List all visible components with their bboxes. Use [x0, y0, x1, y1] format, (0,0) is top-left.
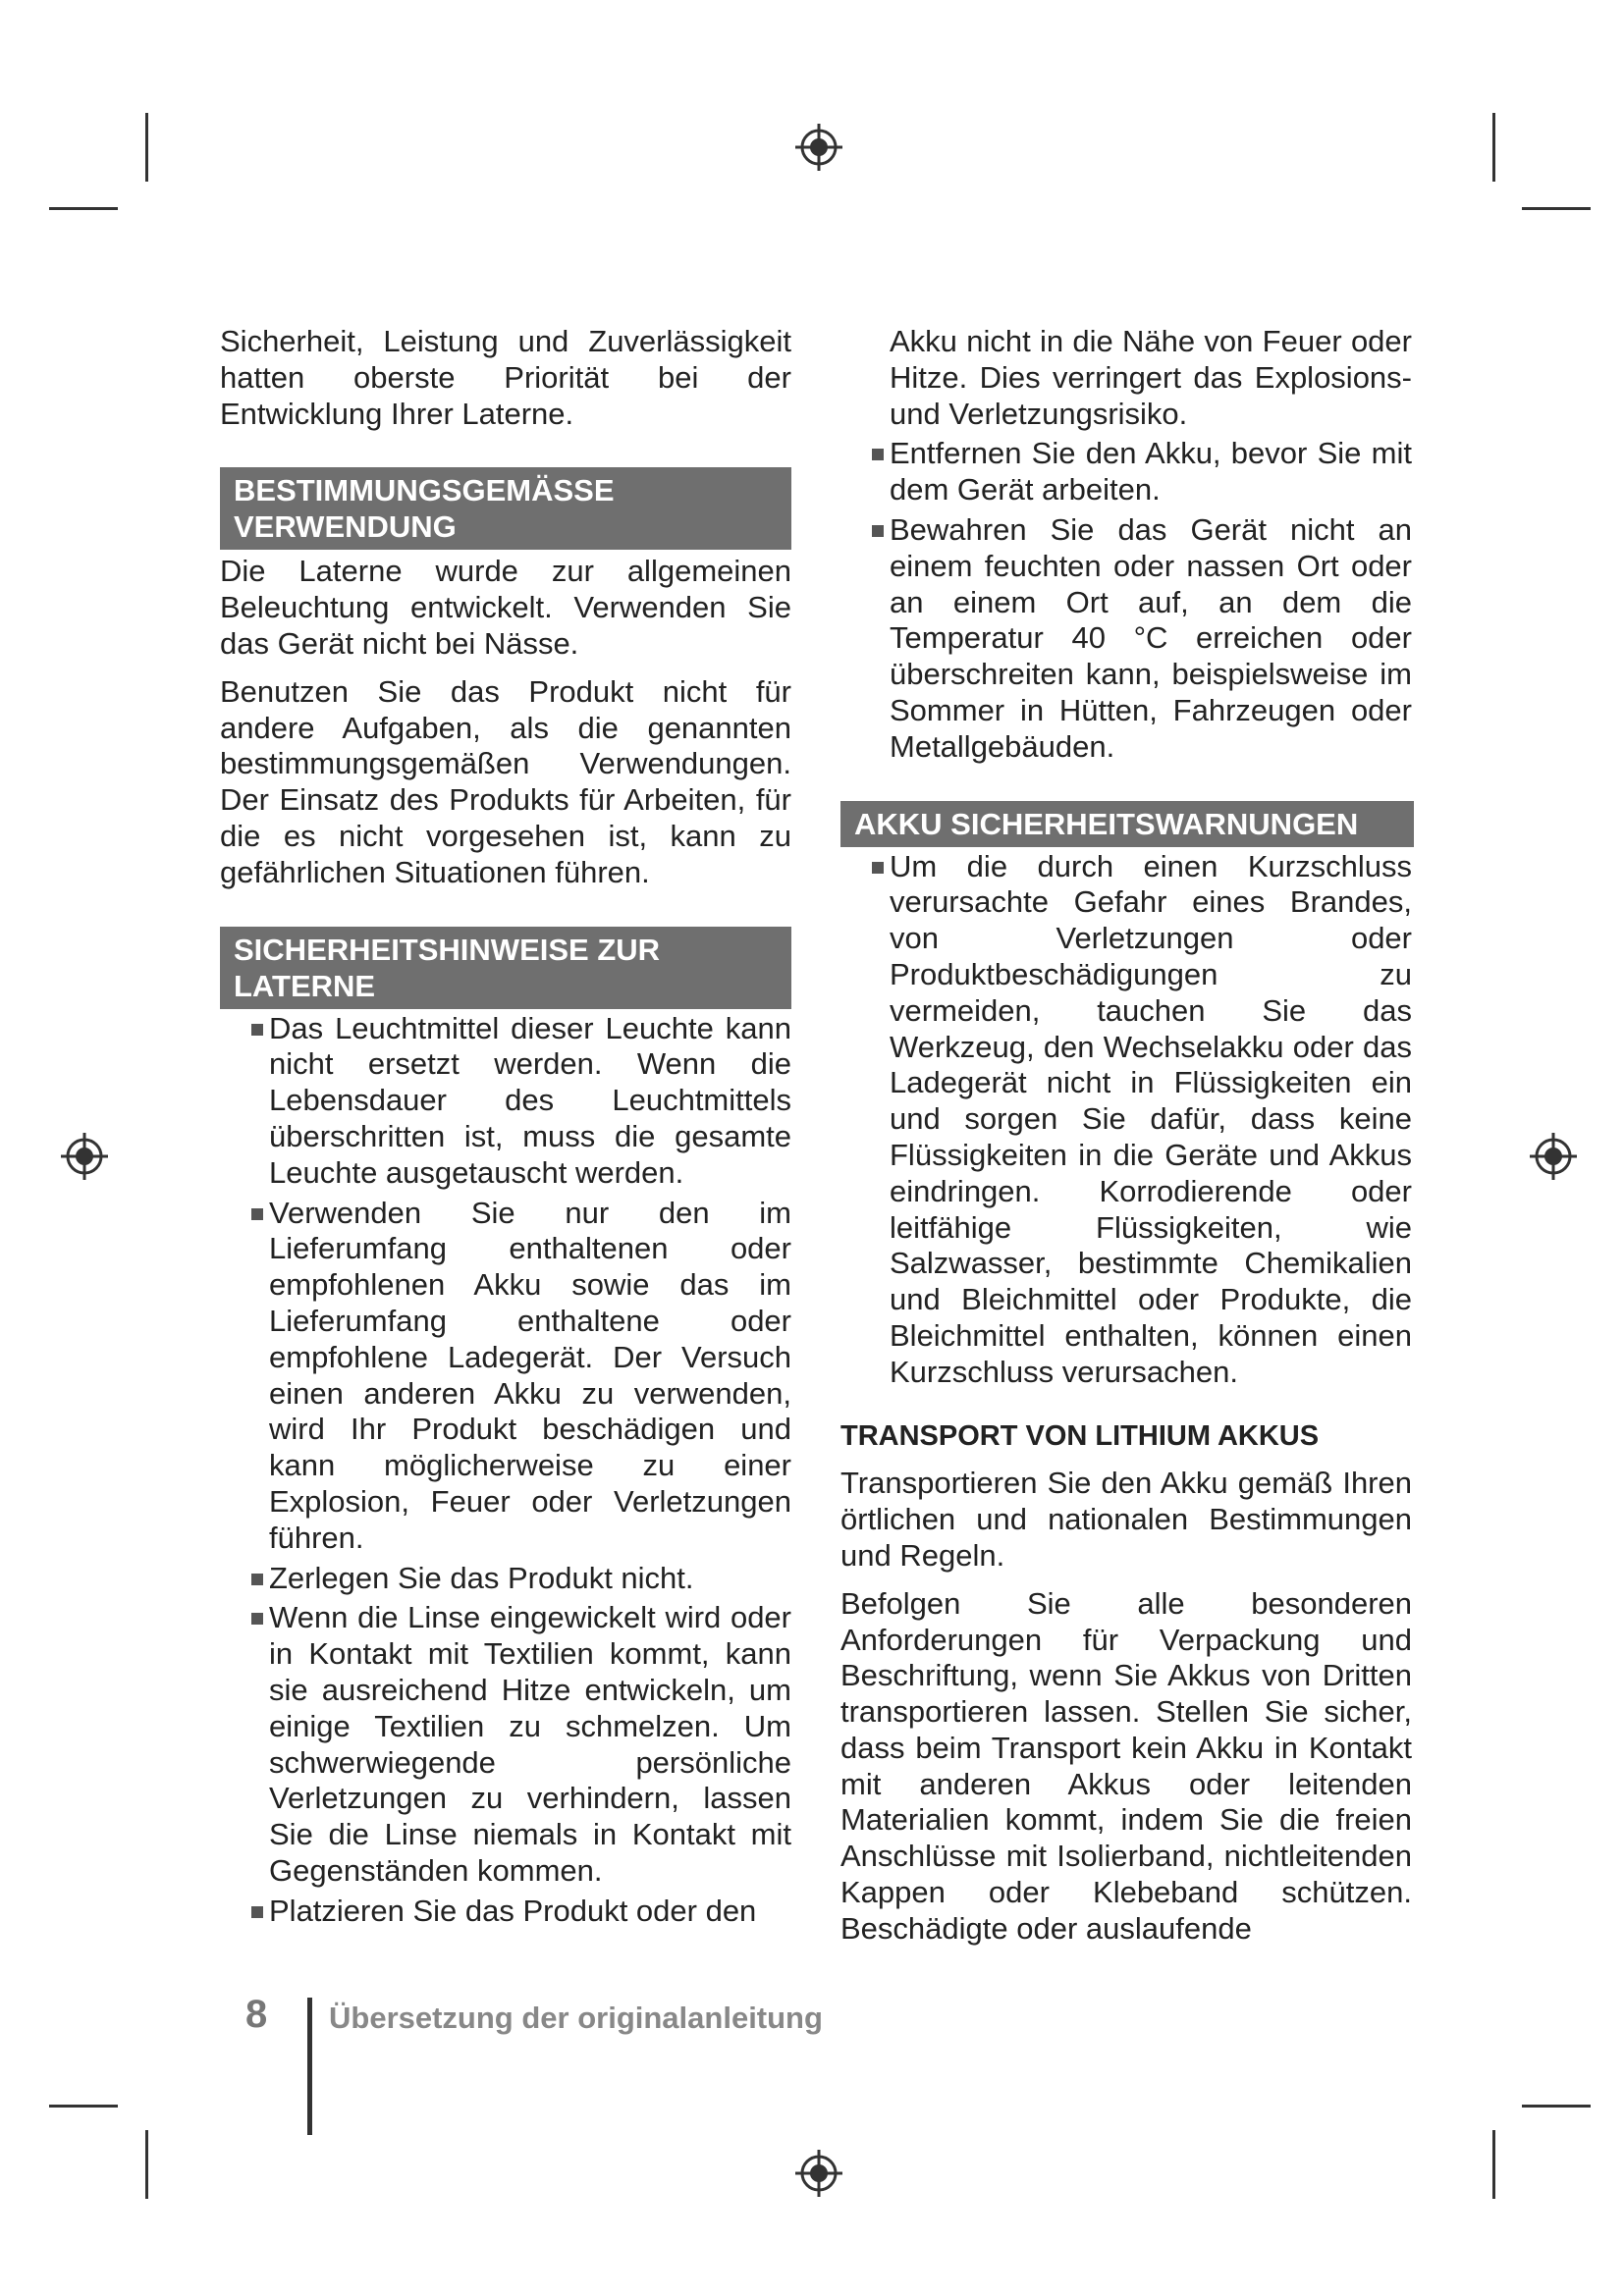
heading-line: SICHERHEITSHINWEISE ZUR	[234, 932, 661, 967]
heading-akku-sicherheitswarnungen	[840, 801, 1414, 847]
footer-title: Übersetzung der originalanleitung	[329, 2001, 823, 2035]
heading-bestimmungsgemaesse-verwendung	[220, 467, 791, 550]
heading-line: AKKU SICHERHEITSWARNUNGEN	[854, 806, 1359, 841]
crop-mark	[49, 2105, 118, 2108]
page-number: 8	[245, 1993, 268, 2036]
registration-mark-icon	[1528, 1131, 1579, 1182]
list-item: Zerlegen Sie das Produkt nicht.	[220, 1561, 791, 1597]
paragraph: Benutzen Sie das Produkt nicht für andere Aufgaben, als die genannten bestimmungsgemäßen Verwendungen. Der Einsatz des Produkts für Arbeiten, für die es nicht vorgesehen ist, kann zu gefährlichen Situationen führen.	[220, 673, 791, 889]
list-item: Verwenden Sie nur den im Lieferumfang enthaltenen oder empfohlenen Akku sowie das im Lieferumfang enthaltene oder empfohlene Ladegerät. Der Versuch einen anderen Akku zu verwenden, wird Ihr Produkt beschädigen und kann möglicherweise zu einer Explosion, Feuer oder Verletzungen führen.	[220, 1196, 791, 1557]
list-item: Das Leuchtmittel dieser Leuchte kann nicht ersetzt werden. Wenn die Lebensdauer des Leuchtmittels überschritten ist, muss die gesamte Leuchte ausgetauscht werden.	[220, 1011, 791, 1192]
heading-line: VERWENDUNG	[234, 509, 457, 545]
heading-transport-lithium-akkus: TRANSPORT VON LITHIUM AKKUS	[840, 1419, 1320, 1452]
safety-list-continued	[840, 436, 1412, 765]
list-item: Entfernen Sie den Akku, bevor Sie mit dem Gerät arbeiten.	[840, 436, 1412, 508]
right-column	[840, 324, 1412, 1959]
heading-sicherheitshinweise-laterne	[220, 927, 791, 1009]
crop-mark	[1492, 113, 1495, 182]
crop-mark	[1522, 207, 1591, 210]
heading-line: BESTIMMUNGSGEMÄSSE	[234, 473, 615, 508]
intro-paragraph: Sicherheit, Leistung und Zuverlässigkeit hatten oberste Priorität bei der Entwicklung Ihrer Laterne.	[220, 324, 791, 431]
footer-divider	[307, 1998, 312, 2135]
registration-mark-icon	[793, 2148, 844, 2199]
paragraph: Transportieren Sie den Akku gemäß Ihren örtlichen und nationalen Bestimmungen und Regeln.	[840, 1466, 1412, 1573]
crop-mark	[49, 207, 118, 210]
list-item: Bewahren Sie das Gerät nicht an einem feuchten oder nassen Ort oder an einem Ort auf, an dem die Temperatur 40 °C erreichen oder überschreiten kann, beispielsweise im Sommer in Hütten, Fahrzeugen oder Metallgebäuden.	[840, 512, 1412, 766]
list-item: Wenn die Linse eingewickelt wird oder in Kontakt mit Textilien kommt, kann sie ausreichend Hitze entwickeln, um einige Textilien zu schmelzen. Um schwerwiegende persönliche Verletzungen zu verhindern, lassen Sie die Linse niemals in Kontakt mit Gegenständen kommen.	[220, 1600, 791, 1889]
battery-warning-list	[840, 849, 1412, 1391]
left-column	[220, 324, 791, 1933]
crop-mark	[1492, 2130, 1495, 2199]
crop-mark	[145, 113, 148, 182]
list-item: Platzieren Sie das Produkt oder den	[220, 1894, 791, 1930]
safety-list	[220, 1011, 791, 1930]
paragraph: Die Laterne wurde zur allgemeinen Beleuchtung entwickelt. Verwenden Sie das Gerät nicht bei Nässe.	[220, 554, 791, 661]
registration-mark-icon	[59, 1131, 110, 1182]
registration-mark-icon	[793, 122, 844, 173]
continued-paragraph: Akku nicht in die Nähe von Feuer oder Hitze. Dies verringert das Explosions- und Verletzungsrisiko.	[890, 324, 1412, 431]
paragraph: Befolgen Sie alle besonderen Anforderungen für Verpackung und Beschriftung, wenn Sie Akkus von Dritten transportieren lassen. Stellen Sie sicher, dass beim Transport kein Akku in Kontakt mit anderen Akkus oder leitenden Materialien kommt, indem Sie die freien Anschlüsse mit Isolierband, nichtleitenden Kappen oder Klebeband schützen. Beschädigte oder auslaufende	[840, 1585, 1412, 1946]
crop-mark	[1522, 2105, 1591, 2108]
crop-mark	[145, 2130, 148, 2199]
heading-line: LATERNE	[234, 968, 376, 1003]
list-item: Um die durch einen Kurzschluss verursachte Gefahr eines Brandes, von Verletzungen oder Produktbeschädigungen zu vermeiden, tauchen Sie das Werkzeug, den Wechselakku oder das Ladegerät nicht in Flüssigkeiten ein und sorgen Sie dafür, dass keine Flüssigkeiten in die Geräte und Akkus eindringen. Korrodierende oder leitfähige Flüssigkeiten, wie Salzwasser, bestimmte Chemikalien und Bleichmittel oder Produkte, die Bleichmittel enthalten, können einen Kurzschluss verursachen.	[840, 849, 1412, 1391]
